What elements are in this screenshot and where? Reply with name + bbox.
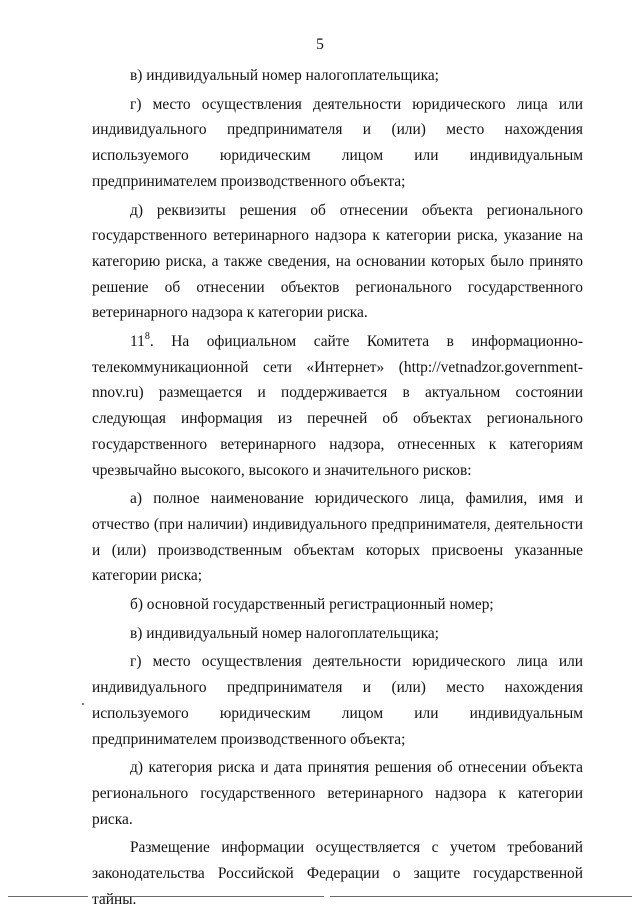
footer-rule-right xyxy=(330,896,632,897)
footer-rule-left xyxy=(8,896,88,897)
document-body xyxy=(92,63,583,913)
paragraph-g-location-2: г) место осуществления деятельности юридического лица или индивидуального предпринимателя и (или) место нахождения используемого юридическим лицом или индивидуальным предпринимателем производственного объекта; xyxy=(92,653,583,748)
paragraph-v-tax-number: в) индивидуальный номер налогоплательщика; xyxy=(130,67,439,84)
section-superscript: 8 xyxy=(144,331,150,343)
section-11-8-paragraph xyxy=(92,329,583,483)
paragraph-d-decision-details: д) реквизиты решения об отнесении объекта регионального государственного ветеринарного надзора к категории риска, указание на категорию риска, а также сведения, на основании которых было принято решение об отнесении объектов регионального государственного ветеринарного надзора к категории риска. xyxy=(92,201,583,322)
paragraph-b-registration-number: б) основной государственный регистрационный номер; xyxy=(130,596,494,614)
page-number: 5 xyxy=(316,36,324,53)
footer-rule-middle xyxy=(100,896,324,897)
scan-speck xyxy=(82,703,84,705)
section-text: . На официальном сайте Комитета в информационно-телекоммуникационной сети «Интернет» (http://vetnadzor.government-nnov.ru) размещается и поддерживается в актуальном состоянии следующая информация из перечней об объектах регионального государственного ветеринарного надзора, отнесенных к категориям чрезвычайно высокого, высокого и значительного рисков: xyxy=(92,333,583,479)
paragraph-d-risk-category: д) категория риска и дата принятия решения об отнесении объекта регионального государственного ветеринарного надзора к категории риска. xyxy=(92,759,583,828)
paragraph-v-tax-number-2: в) индивидуальный номер налогоплательщика; xyxy=(130,624,439,642)
paragraph-a-full-name: а) полное наименование юридического лица, фамилия, имя и отчество (при наличии) индивидуального предпринимателя, деятельности и (или) производственным объектам которых присвоены указанные категории риска; xyxy=(92,490,583,585)
paragraph-closing: Размещение информации осуществляется с учетом требований законодательства Российской Федерации о защите государственной тайны. xyxy=(92,839,583,908)
paragraph-g-location: г) место осуществления деятельности юридического лица или индивидуального предпринимателя и (или) место нахождения используемого юридическим лицом или индивидуальным предпринимателем производственного объекта; xyxy=(92,95,583,190)
section-number: 11 xyxy=(130,333,145,351)
